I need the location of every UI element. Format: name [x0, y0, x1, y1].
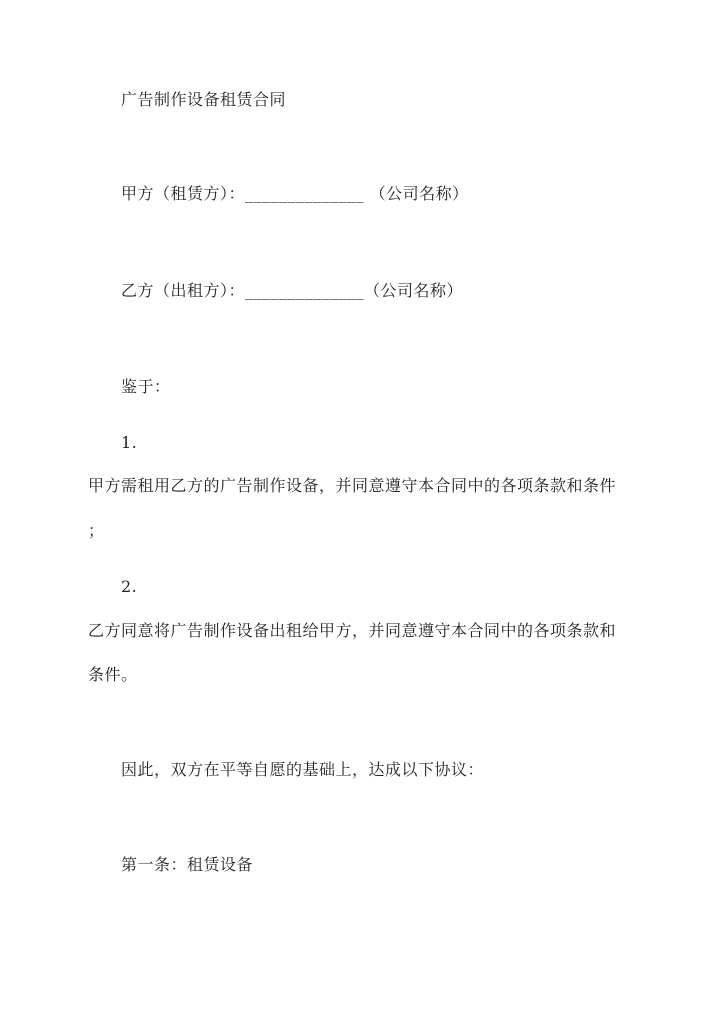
- item-1-text-line-1: 甲方需租用乙方的广告制作设备，并同意遵守本合同中的各项条款和条件: [88, 476, 617, 495]
- item-2-number: 2.: [121, 577, 138, 596]
- article-1-heading: 第一条：租赁设备: [121, 855, 254, 874]
- document-title: 广告制作设备租赁合同: [121, 90, 287, 109]
- party-a-line: 甲方（租赁方）：______________ （公司名称）: [121, 184, 469, 203]
- item-1-text-line-2: ；: [88, 521, 105, 540]
- party-b-line: 乙方（出租方）：______________（公司名称）: [121, 281, 464, 300]
- therefore-paragraph: 因此，双方在平等自愿的基础上，达成以下协议：: [121, 760, 485, 779]
- item-2-text-line-1: 乙方同意将广告制作设备出租给甲方，并同意遵守本合同中的各项条款和: [88, 621, 617, 640]
- item-2-text-line-2: 条件。: [88, 665, 138, 684]
- whereas-heading: 鉴于：: [121, 377, 171, 396]
- item-1-number: 1.: [121, 433, 138, 452]
